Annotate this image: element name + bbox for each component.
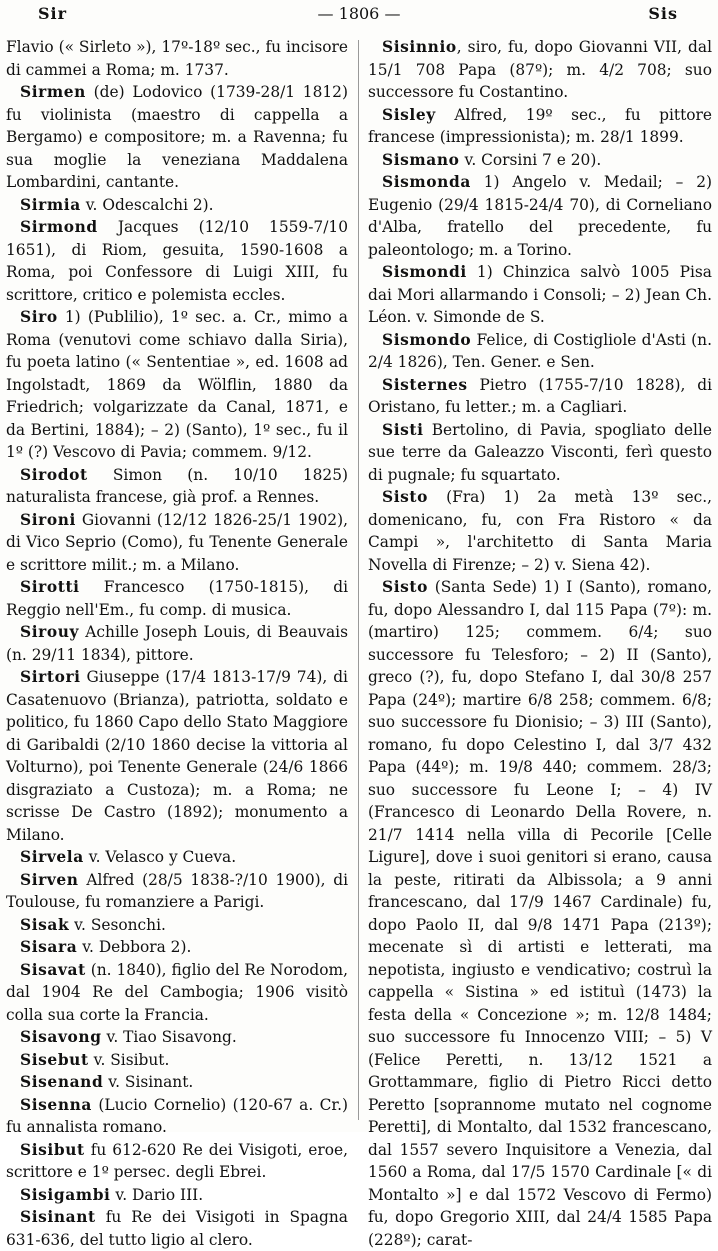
dictionary-entry: [6, 36, 348, 81]
entry-headword: Sisto: [382, 488, 429, 506]
entry-headword: Sirmen: [20, 83, 86, 101]
entry-headword: Sisebut: [20, 1050, 89, 1069]
entry-headword: Sisak: [20, 915, 70, 934]
dictionary-entry: [6, 1049, 348, 1072]
entry-headword: Sisternes: [382, 375, 468, 394]
entry-text: v. Debbora 2).: [82, 938, 192, 956]
entry-headword: Sisenna: [20, 1095, 92, 1114]
column-divider: [358, 40, 359, 1120]
entry-text: Simon (n. 10/10 1825) naturalista francese, già prof. a Rennes.: [6, 465, 348, 506]
dictionary-entry: [368, 36, 712, 104]
entry-text: (Lucio Cornelio) (120-67 a. Cr.) fu annalista romano.: [6, 1095, 348, 1136]
dictionary-entry: [6, 1206, 348, 1251]
dictionary-entry: [6, 914, 348, 937]
dictionary-entry: [368, 261, 712, 329]
dictionary-entry: [6, 936, 348, 959]
dictionary-entry: [368, 419, 712, 487]
entry-headword: Sisara: [20, 938, 78, 956]
entry-text: Alfred (28/5 1838-?/10 1900), di Toulouse, fu romanziere a Parigi.: [6, 870, 348, 911]
entry-text: Giovanni (12/12 1826-25/1 1902), di Vico Seprio (Como), fu Tenente Generale e scrittore milit.; m. a Milano.: [6, 510, 348, 574]
header-left-guideword: Sir: [38, 4, 68, 23]
entry-text: v. Sesonchi.: [74, 915, 166, 934]
entry-headword: Sirtori: [20, 668, 81, 686]
dictionary-entry: [368, 171, 712, 261]
dictionary-entry: [6, 666, 348, 846]
entry-text: (Fra) 1) 2a metà 13º sec., domenicano, fu, con Fra Ristoro « da Campi », l'architetto di Santa Maria Novella di Firenze; – 2) v. Siena 42).: [368, 488, 712, 574]
entry-headword: Sisavong: [20, 1028, 102, 1046]
entry-headword: Sirmia: [20, 195, 81, 214]
dictionary-entry: [6, 959, 348, 1027]
entry-text: Bertolino, di Pavia, spogliato delle sue terre da Galeazzo Visconti, ferì questo di pugnale; fu squartato.: [368, 420, 712, 484]
entry-headword: Sismano: [382, 150, 460, 169]
entry-headword: Sisenand: [20, 1073, 104, 1091]
page-header: [0, 2, 718, 24]
entry-text: 1) Angelo v. Medail; – 2) Eugenio (29/4 1815-24/4 70), di Corneliano d'Alba, fratello del precedente, fu paleontologo; m. a Torino.: [368, 173, 712, 259]
dictionary-entry: [6, 194, 348, 217]
dictionary-entry: [368, 576, 712, 1251]
entry-headword: Sirodot: [20, 465, 88, 484]
entry-headword: Sisto: [382, 578, 429, 596]
entry-headword: Sismondi: [382, 263, 467, 281]
entry-text: v. Sisinant.: [108, 1073, 194, 1091]
entry-headword: Sisley: [382, 105, 436, 124]
entry-headword: Sisti: [382, 420, 424, 439]
dictionary-entry: [6, 464, 348, 509]
entry-headword: Sismondo: [382, 330, 472, 349]
entry-text: v. Dario III.: [115, 1185, 204, 1204]
entry-headword: Sisinant: [20, 1208, 96, 1226]
entry-headword: Sisinnio: [382, 38, 457, 56]
dictionary-entry: [6, 869, 348, 914]
entry-headword: Sirotti: [20, 578, 80, 596]
dictionary-entry: [6, 1071, 348, 1094]
dictionary-entry: [6, 1139, 348, 1184]
dictionary-entry: [6, 306, 348, 464]
dictionary-entry: [6, 1094, 348, 1139]
entry-text: fu 612-620 Re dei Visigoti, eroe, scrittore e 1º persec. degli Ebrei.: [6, 1140, 348, 1181]
entry-headword: Sirmond: [20, 218, 98, 236]
entry-text: Alfred, 19º sec., fu pittore francese (impressionista); m. 28/1 1899.: [368, 105, 712, 146]
dictionary-entry: [6, 81, 348, 194]
right-column: [368, 36, 712, 1249]
entry-text: 1) Chinzica salvò 1005 Pisa dai Mori allarmando i Consoli; – 2) Jean Ch. Léon. v. Simonde de S.: [368, 263, 712, 326]
entry-text: (n. 1840), figlio del Re Norodom, dal 1904 Re del Cambogia; 1906 visitò colla sua corte la Francia.: [6, 960, 348, 1024]
dictionary-entry: [6, 576, 348, 621]
entry-headword: Sisigambi: [20, 1185, 111, 1204]
entry-text: Pietro (1755-7/10 1828), di Oristano, fu letter.; m. a Cagliari.: [368, 375, 712, 416]
entry-headword: Sirvela: [20, 848, 84, 866]
entry-text: Francesco (1750-1815), di Reggio nell'Em., fu comp. di musica.: [6, 578, 348, 619]
dictionary-entry: [368, 149, 712, 172]
dictionary-entry: [368, 486, 712, 576]
page-number: — 1806 —: [317, 4, 401, 23]
entry-text: fu Re dei Visigoti in Spagna 631-636, del tutto ligio al clero.: [6, 1208, 348, 1249]
entry-text: Jacques (12/10 1559-7/10 1651), di Riom, gesuita, 1590-1608 a Roma, poi Confessore di Luigi XIII, fu scrittore, critico e polemista eccles.: [6, 218, 348, 304]
entry-text: Felice, di Costigliole d'Asti (n. 2/4 1826), Ten. Gener. e Sen.: [368, 330, 712, 371]
entry-text: v. Tiao Sisavong.: [106, 1028, 237, 1046]
dictionary-entry: [368, 329, 712, 374]
entry-text: v. Sisibut.: [93, 1050, 170, 1069]
entry-text: v. Odescalchi 2).: [85, 195, 214, 214]
entry-text: 1) (Publilio), 1º sec. a. Cr., mimo a Roma (venutovi come schiavo dalla Siria), fu poeta latino (« Sententiae », ed. 1608 ad Ingolstadt, 1869 da Wölflin, 1880 da Friedrich; volgarizzate da Canal, 1871, e da Bertini, 1884); – 2) (Santo), 1º sec., fu il 1º (?) Vescovo di Pavia; commem. 9/12.: [6, 308, 348, 461]
entry-headword: Sismonda: [382, 173, 471, 191]
dictionary-entry: [6, 216, 348, 306]
left-column: [6, 36, 348, 1249]
entry-text: (Santa Sede) 1) I (Santo), romano, fu, dopo Alessandro I, dal 115 Papa (7º): m. (martiro) 125; commem. 6/4; suo successore fu Telesforo; – 2) II (Santo), greco (?), fu, dopo Stefano I, dal 30/8 257 Papa (24º); martire 6/8 258; commem. 6/8; suo successore fu Dionisio; – 3) III (Santo), romano, fu dopo Celestino I, dal 3/7 432 Papa (44º); m. 19/8 440; commem. 28/3; suo successore fu Leone I; – 4) IV (Francesco di Leonardo Della Rovere, n. 21/7 1414 nella villa di Pecorile [Celle Ligure], dove i suoi genitori si erano, causa la peste, ritirati da Albissola; a 9 anni francescano, dal 17/9 1467 Cardinale) fu, dopo Paolo II, dal 9/8 1471 Papa (213º); mecenate sì di artisti e letterati, ma nepotista, ingiusto e vendicativo; costruì la cappella « Sistina » ed istituì (1473) la festa della « Concezione »; m. 12/8 1484; suo successore fu Innocenzo VIII; – 5) V (Felice Peretti, n. 13/12 1521 a Grottammare, figlio di Pietro Ricci detto Peretto [soprannome mutato nel cognome Peretti], di Montalto, dal 1532 francescano, dal 1557 severo Inquisitore a Venezia, dal 1560 a Roma, dal 17/5 1570 Cardinale [« di Montalto »] e dal 1572 Vescovo di Fermo) fu, dopo Gregorio XIII, dal 24/4 1585 Papa (228º); carat-: [368, 578, 712, 1249]
entry-text: , siro, fu, dopo Giovanni VII, dal 15/1 708 Papa (87º); m. 4/2 708; suo successore fu Costantino.: [368, 38, 712, 101]
dictionary-entry: [6, 1184, 348, 1207]
header-right-guideword: Sis: [648, 4, 678, 23]
entry-text: Flavio (« Sirleto »), 17º-18º sec., fu incisore di cammei a Roma; m. 1737.: [6, 38, 348, 79]
entry-headword: Sirouy: [20, 623, 80, 641]
entry-headword: Sironi: [20, 510, 76, 529]
dictionary-entry: [368, 104, 712, 149]
entry-headword: Siro: [20, 308, 58, 326]
entry-text: v. Velasco y Cueva.: [88, 848, 237, 866]
dictionary-entry: [6, 621, 348, 666]
entry-headword: Sisibut: [20, 1140, 85, 1159]
dictionary-entry: [6, 846, 348, 869]
entry-text: v. Corsini 7 e 20).: [464, 150, 602, 169]
entry-headword: Sisavat: [20, 960, 86, 979]
entry-text: Giuseppe (17/4 1813-17/9 74), di Casatenuovo (Brianza), patriotta, soldato e politico, fu 1860 Capo dello Stato Maggiore di Garibaldi (2/10 1860 decise la vittoria al Volturno), poi Tenente Generale (24/6 1866 disgraziato a Custoza); m. a Roma; ne scrisse De Castro (1892); monumento a Milano.: [6, 668, 348, 844]
entry-text: Achille Joseph Louis, di Beauvais (n. 29/11 1834), pittore.: [6, 623, 348, 664]
entry-headword: Sirven: [20, 870, 79, 889]
entry-text: (de) Lodovico (1739-28/1 1812) fu violinista (maestro di cappella a Bergamo) e compositore; m. a Ravenna; fu sua moglie la veneziana Maddalena Lombardini, cantante.: [6, 83, 348, 191]
dictionary-entry: [368, 374, 712, 419]
dictionary-entry: [6, 509, 348, 577]
dictionary-entry: [6, 1026, 348, 1049]
